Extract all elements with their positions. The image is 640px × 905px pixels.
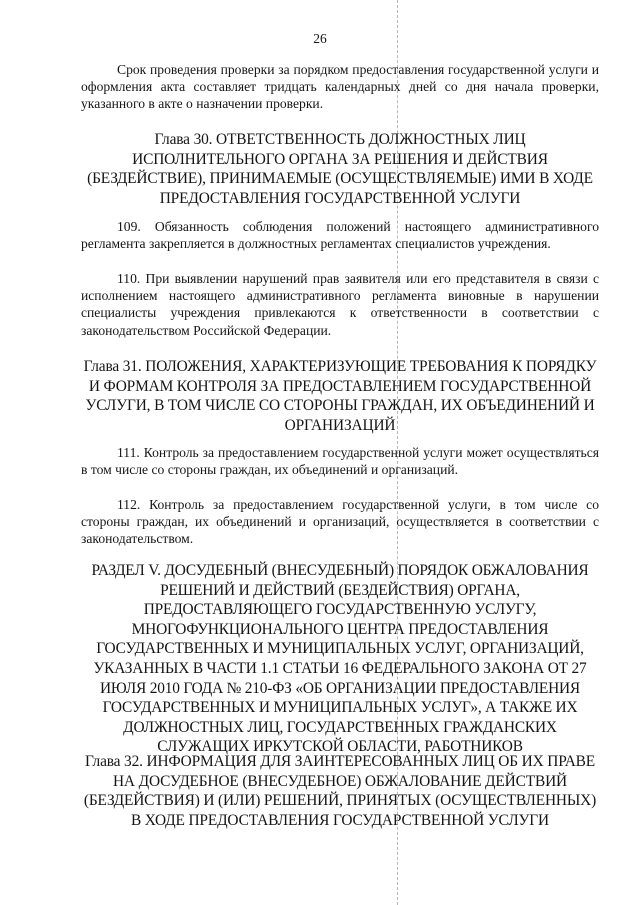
chapter-32-heading: Глава 32. ИНФОРМАЦИЯ ДЛЯ ЗАИНТЕРЕСОВАННЫХ ЛИЦ ОБ ИХ ПРАВЕ НА ДОСУДЕБНОЕ (ВНЕСУДЕБНОЕ) ОБЖАЛОВАНИЕ ДЕЙСТВИЙ (БЕЗДЕЙСТВИЯ) И (ИЛИ) РЕШЕНИЙ, ПРИНЯТЫХ (ОСУЩЕСТВЛЕННЫХ) В ХОДЕ ПРЕДОСТАВЛЕНИЯ ГОСУДАРСТВЕННОЙ УСЛУГИ <box>83 753 597 829</box>
paragraph-inspection-term: Срок проведения проверки за порядком предоставления государственной услуги и оформления акта составляет тридцать календарных дней со дня начала проверки, указанного в акте о назначении проверки. <box>81 62 599 112</box>
page-number: 26 <box>313 31 327 46</box>
paragraph-112: 112. Контроль за предоставлением государственной услуги, в том числе со стороны граждан, их объединений и организаций, осуществляется в соответствии с законодательством. <box>81 497 599 547</box>
paragraph-109: 109. Обязанность соблюдения положений настоящего административного регламента закрепляется в должностных регламентах специалистов учреждения. <box>81 219 599 252</box>
paragraph-110: 110. При выявлении нарушений прав заявителя или его представителя в связи с исполнением настоящего административного регламента виновные в нарушении специалисты учреждения привлекаются к ответственности в соответствии с законодательством Российской Федерации. <box>81 271 599 338</box>
chapter-31-heading: Глава 31. ПОЛОЖЕНИЯ, ХАРАКТЕРИЗУЮЩИЕ ТРЕБОВАНИЯ К ПОРЯДКУ И ФОРМАМ КОНТРОЛЯ ЗА ПРЕДОСТАВЛЕНИЕМ ГОСУДАРСТВЕННОЙ УСЛУГИ, В ТОМ ЧИСЛЕ СО СТОРОНЫ ГРАЖДАН, ИХ ОБЪЕДИНЕНИЙ И ОРГАНИЗАЦИЙ <box>83 358 597 434</box>
section-5-heading: РАЗДЕЛ V. ДОСУДЕБНЫЙ (ВНЕСУДЕБНЫЙ) ПОРЯДОК ОБЖАЛОВАНИЯ РЕШЕНИЙ И ДЕЙСТВИЙ (БЕЗДЕЙСТВИЯ) ОРГАНА, ПРЕДОСТАВЛЯЮЩЕГО ГОСУДАРСТВЕННУЮ УСЛУГУ, МНОГОФУНКЦИОНАЛЬНОГО ЦЕНТРА ПРЕДОСТАВЛЕНИЯ ГОСУДАРСТВЕННЫХ И МУНИЦИПАЛЬНЫХ УСЛУГ, ОРГАНИЗАЦИЙ, УКАЗАННЫХ В ЧАСТИ 1.1 СТАТЬИ 16 ФЕДЕРАЛЬНОГО ЗАКОНА ОТ 27 ИЮЛЯ 2010 ГОДА № 210-ФЗ «ОБ ОРГАНИЗАЦИИ ПРЕДОСТАВЛЕНИЯ ГОСУДАРСТВЕННЫХ И МУНИЦИПАЛЬНЫХ УСЛУГ», А ТАКЖЕ ИХ ДОЛЖНОСТНЫХ ЛИЦ, ГОСУДАРСТВЕННЫХ ГРАЖДАНСКИХ СЛУЖАЩИХ ИРКУТСКОЙ ОБЛАСТИ, РАБОТНИКОВ <box>91 562 589 756</box>
paragraph-111: 111. Контроль за предоставлением государственной услуги может осуществляться в том числе со стороны граждан, их объединений и организаций. <box>81 445 599 478</box>
chapter-30-heading: Глава 30. ОТВЕТСТВЕННОСТЬ ДОЛЖНОСТНЫХ ЛИЦ ИСПОЛНИТЕЛЬНОГО ОРГАНА ЗА РЕШЕНИЯ И ДЕЙСТВИЯ (БЕЗДЕЙСТВИЕ), ПРИНИМАЕМЫЕ (ОСУЩЕСТВЛЯЕМЫЕ) ИМИ В ХОДЕ ПРЕДОСТАВЛЕНИЯ ГОСУДАРСТВЕННОЙ УСЛУГИ <box>87 131 593 207</box>
